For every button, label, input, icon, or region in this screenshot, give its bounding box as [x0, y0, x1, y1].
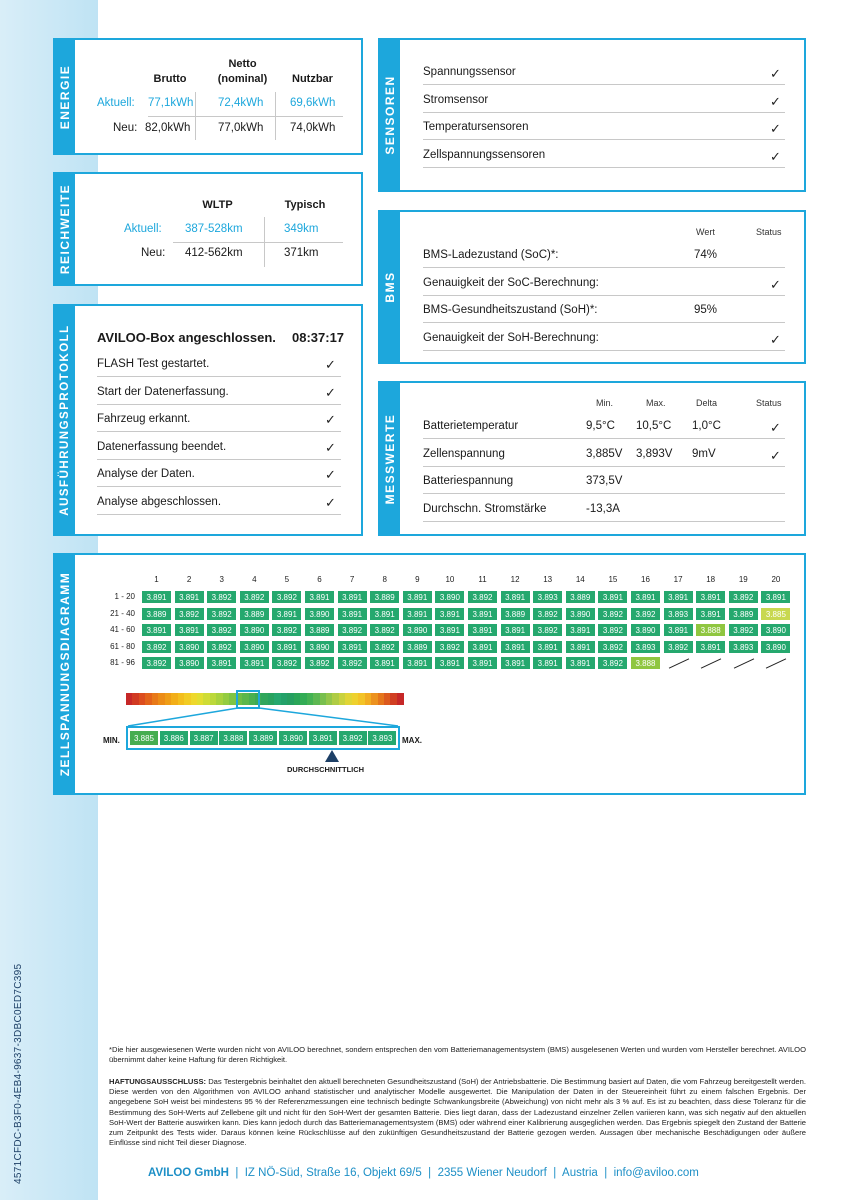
cell-voltage: 3.891 [369, 607, 400, 621]
column-label: 11 [478, 575, 487, 584]
protokoll-panel [53, 304, 363, 536]
cell-voltage: 3.891 [141, 590, 172, 604]
mess-row-delta: 9mV [692, 447, 716, 460]
cell-voltage: 3.891 [695, 607, 726, 621]
divider [264, 217, 265, 267]
cell-voltage: 3.891 [467, 623, 498, 637]
cell-voltage: 3.892 [206, 590, 237, 604]
disclaimer [109, 1077, 806, 1148]
protokoll-item: Analyse abgeschlossen. [97, 495, 222, 508]
protokoll-item: Analyse der Daten. [97, 468, 195, 480]
bms-col-wert: Wert [696, 227, 715, 237]
zellspannung-tab: ZELLSPANNUNGSDIAGRAMM [55, 555, 75, 793]
scale-cell: 3.890 [278, 730, 308, 746]
cell-voltage: 3.892 [337, 623, 368, 637]
column-label: 9 [415, 575, 420, 584]
cell-voltage: 3.892 [304, 656, 335, 670]
cell-voltage: 3.892 [369, 623, 400, 637]
bms-col-status: Status [756, 227, 782, 237]
cell-voltage: 3.889 [239, 607, 270, 621]
mess-col-max: Max. [646, 398, 666, 408]
protokoll-item: FLASH Test gestartet. [97, 358, 210, 370]
row-label: 41 - 60 [110, 625, 135, 634]
sensoren-tab: SENSOREN [380, 40, 400, 190]
bms-tab: BMS [380, 212, 400, 362]
cell-voltage: 3.891 [597, 590, 628, 604]
protokoll-item: Start der Datenerfassung. [97, 385, 229, 398]
column-label: 14 [575, 575, 585, 584]
divider [97, 514, 341, 515]
check-icon: ✓ [325, 384, 336, 400]
cell-voltage: 3.891 [565, 640, 596, 654]
energie-neu-label: Neu: [113, 122, 138, 134]
cell-voltage: 3.891 [532, 640, 563, 654]
mess-row-label: Zellenspannung [423, 447, 505, 460]
reichweite-aktuell-wltp: 387-528km [185, 223, 243, 235]
disclaimer-text: Das Testergebnis beinhaltet den aktuell berechneten Gesundheitszustand (SoH) der Antriebsbatterie. Die Bestimmung basiert auf Daten, die vom Fahrzeug bereitgestellt werden. Diese werden von den Algorithmen von AVILOO anhand statistischer und analytischer Modelle ausgewertet. Die Manipulation der Daten in der Steuereinheit führt zu einem falschen Ergebnis. Der angegebene SoH weist bei mindestens 95 % der Referenzmessungen eine technisch bedingte Schwankungsbreite (Abweichung) von nicht mehr als 3 % auf. Es ist zu beachten, dass diese Toleranz für die Bestimmung des SoH-Werts auf Zellebene gilt und nicht für den SoH-Wert der gesamten Batterie. Dies liegt daran, dass der Ladezustand einzelner Zellen variieren kann, was sich negativ auf den aktuellen SoH-Wert der Batterie auswirken kann. Dies kann jedoch durch das Batteriemanagementsystem (BMS) oder während einer Kalibrierung ausgeglichen werden. Das Ergebnis spiegelt den Zustand der Batterie zum Zeitpunkt des Tests wider. Daraus können keine Rückschlüsse auf den zukünftigen Gesundheitszustand der Batterie gezogen werden. Aussagen über mechanische Beschädigungen oder äußere Einflüsse sind nicht Teil dieser Diagnose. [109, 1077, 806, 1148]
cell-voltage: 3.892 [369, 640, 400, 654]
check-icon: ✓ [770, 93, 781, 109]
cell-voltage: 3.892 [337, 656, 368, 670]
bms-row-label: Genauigkeit der SoC-Berechnung: [423, 276, 599, 289]
cell-voltage: 3.890 [304, 607, 335, 621]
cell-voltage: 3.891 [532, 656, 563, 670]
cell-voltage: 3.891 [337, 607, 368, 621]
cell-voltage: 3.891 [271, 640, 302, 654]
divider [423, 167, 785, 168]
col-wltp: WLTP [202, 199, 233, 211]
cell-voltage: 3.891 [695, 590, 726, 604]
mess-col-min: Min. [596, 398, 614, 408]
energie-aktuell-netto: 72,4kWh [218, 97, 264, 109]
cell-voltage: 3.889 [304, 623, 335, 637]
column-label: 18 [706, 575, 716, 584]
sensoren-panel [378, 38, 806, 192]
check-icon: ✓ [325, 357, 336, 372]
scale-cell: 3.891 [308, 730, 338, 746]
energie-tab: ENERGIE [55, 40, 75, 153]
cell-voltage: 3.891 [467, 607, 498, 621]
reichweite-tab: REICHWEITE [55, 174, 75, 284]
scale-cell: 3.893 [367, 730, 397, 746]
cell-voltage: 3.891 [500, 640, 531, 654]
document-id: 4571CFDC-B3F0-4EB4-9637-3DBC0ED7C395 [13, 963, 24, 1184]
bms-row-value: 95% [694, 304, 718, 316]
cell-voltage: 3.892 [597, 623, 628, 637]
col-brutto: Brutto [153, 73, 187, 85]
divider [423, 112, 785, 113]
divider [423, 493, 785, 494]
cell-voltage: 3.892 [271, 590, 302, 604]
disclaimer-title: HAFTUNGSAUSSCHLUSS: [109, 1077, 207, 1086]
cell-voltage: 3.891 [434, 607, 465, 621]
cell-voltage: 3.892 [597, 656, 628, 670]
sep: | [604, 1167, 608, 1179]
cell-voltage: 3.892 [728, 623, 759, 637]
contact-city: 2355 Wiener Neudorf [437, 1167, 547, 1179]
cell-voltage: 3.890 [174, 640, 205, 654]
sep: | [428, 1167, 432, 1179]
cell-voltage: 3.890 [760, 640, 791, 654]
cell-voltage: 3.891 [500, 590, 531, 604]
cell-voltage: 3.891 [402, 607, 433, 621]
divider [97, 376, 341, 377]
mess-row-delta: 1,0°C [692, 420, 721, 432]
contact-address: IZ NÖ-Süd, Straße 16, Objekt 69/5 [244, 1167, 422, 1179]
check-icon: ✓ [770, 331, 781, 347]
cell-voltage: 3.892 [597, 640, 628, 654]
bms-row-value: 74% [694, 249, 718, 261]
cell-voltage: 3.891 [206, 656, 237, 670]
scale-max-label: MAX. [402, 736, 422, 745]
divider [423, 139, 785, 140]
divider [423, 322, 785, 323]
sep: | [235, 1167, 239, 1179]
cell-voltage: 3.891 [337, 640, 368, 654]
check-icon: ✓ [770, 148, 781, 164]
zellspannung-panel [53, 553, 806, 795]
check-icon: ✓ [770, 66, 781, 81]
energie-aktuell-label: Aktuell: [97, 97, 135, 109]
mess-row-label: Batterietemperatur [423, 420, 519, 432]
column-label: 16 [641, 575, 650, 584]
cell-voltage: 3.892 [174, 607, 205, 621]
sensor-item: Temperatursensoren [423, 121, 529, 133]
contact-line [148, 1167, 699, 1179]
check-icon: ✓ [325, 439, 336, 455]
energie-neu-nutzbar: 74,0kWh [290, 122, 336, 134]
divider [97, 486, 341, 487]
divider [173, 242, 343, 243]
cell-voltage: 3.892 [434, 640, 465, 654]
divider [423, 521, 785, 522]
bms-panel [378, 210, 806, 364]
divider [97, 431, 341, 432]
bms-row-label: Genauigkeit der SoH-Berechnung: [423, 331, 599, 344]
column-label: 10 [445, 575, 455, 584]
divider [423, 84, 785, 85]
mess-col-status: Status [756, 398, 782, 408]
check-icon: ✓ [770, 420, 781, 435]
check-icon: ✓ [770, 276, 781, 292]
cell-voltage: 3.891 [467, 656, 498, 670]
cell-voltage: 3.892 [532, 607, 563, 621]
footnote: *Die hier ausgewiesenen Werte wurden nicht von AVILOO berechnet, sondern entsprechen den vom Batteriemanagementsystem (BMS) ausgelesenen Werten und wurden vom Hersteller berechnet. AVILOO übernimmt daher keine Haftung für deren Richtigkeit. [109, 1045, 806, 1065]
row-label: 81 - 96 [110, 658, 135, 667]
cell-voltage: 3.891 [304, 590, 335, 604]
cell-voltage: 3.891 [174, 590, 205, 604]
scale-cell: 3.885 [129, 730, 159, 746]
messwerte-tab: MESSWERTE [380, 383, 400, 534]
protokoll-time: 08:37:17 [292, 330, 345, 345]
mess-row-min: 3,885V [586, 447, 623, 460]
average-label: DURCHSCHNITTLICH [287, 765, 365, 774]
cell-voltage: 3.888 [695, 623, 726, 637]
reichweite-neu-wltp: 412-562km [185, 247, 243, 259]
reichweite-aktuell-typisch: 349km [284, 223, 319, 235]
column-label: 13 [543, 575, 553, 584]
cell-voltage: 3.889 [141, 607, 172, 621]
check-icon: ✓ [325, 412, 336, 427]
col-nutzbar: Nutzbar [292, 73, 333, 85]
scale-cell: 3.888 [218, 730, 248, 746]
col-netto-sub: (nominal) [217, 73, 268, 85]
cell-voltage: 3.891 [434, 623, 465, 637]
cell-voltage: 3.891 [434, 656, 465, 670]
contact-email[interactable]: info@aviloo.com [613, 1167, 699, 1179]
divider [423, 267, 785, 268]
sensor-item: Zellspannungssensoren [423, 148, 546, 161]
cell-voltage: 3.892 [467, 590, 498, 604]
cell-voltage: 3.890 [630, 623, 661, 637]
scale-min-label: MIN. [103, 736, 120, 745]
cell-voltage: 3.892 [532, 623, 563, 637]
protokoll-tab: AUSFÜHRUNGSPROTOKOLL [55, 306, 75, 534]
column-label: 6 [317, 575, 322, 584]
divider [423, 350, 785, 351]
average-marker-icon [325, 750, 339, 762]
cell-voltage: 3.891 [565, 656, 596, 670]
cell-voltage: 3.890 [434, 590, 465, 604]
cell-voltage: 3.892 [271, 656, 302, 670]
reichweite-panel [53, 172, 363, 286]
energie-neu-netto: 77,0kWh [218, 122, 264, 134]
mess-row-min: -13,3A [586, 502, 620, 515]
cell-voltage: 3.892 [271, 623, 302, 637]
cell-voltage: 3.891 [174, 623, 205, 637]
mess-row-max: 10,5°C [636, 420, 672, 432]
mess-row-label: Batteriespannung [423, 475, 514, 487]
divider [97, 404, 341, 405]
column-label: 4 [252, 575, 257, 584]
cell-voltage: 3.892 [728, 590, 759, 604]
cell-voltage: 3.893 [630, 640, 661, 654]
cell-voltage: 3.890 [760, 623, 791, 637]
divider [275, 92, 276, 140]
cell-voltage: 3.891 [467, 640, 498, 654]
messwerte-panel [378, 381, 806, 536]
energie-panel [53, 38, 363, 155]
divider [423, 438, 785, 439]
cell-voltage: 3.891 [663, 623, 694, 637]
mess-row-max: 3,893V [636, 447, 673, 460]
cell-voltage: 3.892 [597, 607, 628, 621]
divider [195, 92, 196, 140]
protokoll-title: AVILOO-Box angeschlossen. [97, 330, 276, 345]
col-netto: Netto [228, 58, 257, 70]
column-label: 20 [771, 575, 781, 584]
cell-voltage: 3.893 [663, 607, 694, 621]
row-label: 21 - 40 [110, 608, 135, 618]
row-label: 1 - 20 [114, 592, 135, 601]
column-label: 5 [284, 575, 290, 584]
cell-voltage: 3.891 [663, 590, 694, 604]
divider [148, 116, 343, 117]
contact-company: AVILOO GmbH [148, 1167, 229, 1179]
cell-voltage: 3.891 [500, 656, 531, 670]
scale-cell: 3.889 [248, 730, 278, 746]
column-label: 15 [608, 575, 618, 584]
scale-cell: 3.892 [338, 730, 368, 746]
divider [423, 295, 785, 296]
sensor-item: Stromsensor [423, 93, 489, 106]
check-icon: ✓ [325, 467, 336, 482]
divider [423, 466, 785, 467]
cell-voltage: 3.891 [402, 656, 433, 670]
cell-voltage: 3.891 [402, 590, 433, 604]
cell-voltage: 3.892 [239, 590, 270, 604]
cell-voltage: 3.893 [728, 640, 759, 654]
contact-country: Austria [562, 1167, 598, 1179]
cell-voltage: 3.891 [760, 590, 791, 604]
mess-col-delta: Delta [696, 398, 718, 408]
divider [97, 459, 341, 460]
cell-voltage: 3.889 [500, 607, 531, 621]
column-label: 7 [349, 575, 355, 584]
check-icon: ✓ [770, 447, 781, 463]
cell-voltage: 3.892 [630, 607, 661, 621]
cell-voltage: 3.891 [565, 623, 596, 637]
check-icon: ✓ [770, 121, 781, 136]
scale-zoom-lines [55, 555, 805, 795]
cell-voltage: 3.885 [760, 607, 791, 621]
cell-voltage: 3.891 [630, 590, 661, 604]
cell-voltage: 3.891 [369, 656, 400, 670]
cell-voltage: 3.889 [402, 640, 433, 654]
cell-voltage: 3.892 [206, 607, 237, 621]
cell-voltage: 3.890 [239, 623, 270, 637]
cell-voltage: 3.890 [304, 640, 335, 654]
energie-neu-brutto: 82,0kWh [145, 122, 191, 134]
cell-voltage: 3.891 [500, 623, 531, 637]
cell-voltage: 3.890 [174, 656, 205, 670]
column-label: 17 [673, 575, 683, 584]
mess-row-min: 9,5°C [586, 420, 615, 432]
mess-row-min: 373,5V [586, 475, 623, 487]
scale-cell: 3.887 [189, 730, 219, 746]
energie-aktuell-nutzbar: 69,6kWh [290, 97, 336, 109]
column-label: 19 [738, 575, 748, 584]
bms-row-label: BMS-Gesundheitszustand (SoH)*: [423, 304, 598, 316]
protokoll-item: Fahrzeug erkannt. [97, 413, 191, 425]
column-label: 1 [154, 575, 159, 584]
reichweite-neu-label: Neu: [141, 247, 166, 259]
cell-voltage: 3.890 [239, 640, 270, 654]
cell-voltage: 3.892 [141, 656, 172, 670]
cell-voltage: 3.891 [239, 656, 270, 670]
column-label: 8 [382, 575, 387, 584]
bms-row-label: BMS-Ladezustand (SoC)*: [423, 249, 559, 261]
column-label: 12 [510, 575, 520, 584]
reichweite-aktuell-label: Aktuell: [124, 223, 162, 235]
cell-voltage: 3.888 [630, 656, 661, 670]
cell-voltage: 3.891 [337, 590, 368, 604]
cell-voltage: 3.891 [271, 607, 302, 621]
row-label: 61 - 80 [110, 641, 135, 651]
cell-voltage: 3.892 [206, 640, 237, 654]
sensor-item: Spannungssensor [423, 66, 516, 78]
sep: | [553, 1167, 557, 1179]
mess-row-label: Durchschn. Stromstärke [423, 502, 547, 515]
cell-voltage: 3.892 [141, 640, 172, 654]
scale-cell: 3.886 [159, 730, 189, 746]
cell-voltage: 3.891 [695, 640, 726, 654]
cell-voltage: 3.892 [663, 640, 694, 654]
col-typisch: Typisch [284, 199, 326, 211]
cell-voltage: 3.890 [402, 623, 433, 637]
cell-voltage: 3.889 [565, 590, 596, 604]
energie-aktuell-brutto: 77,1kWh [148, 97, 194, 109]
cell-voltage: 3.889 [369, 590, 400, 604]
cell-voltage: 3.893 [532, 590, 563, 604]
reichweite-neu-typisch: 371km [284, 247, 319, 259]
cell-voltage: 3.891 [141, 623, 172, 637]
column-label: 2 [186, 575, 192, 584]
cell-voltage: 3.889 [728, 607, 759, 621]
column-label: 3 [219, 575, 224, 584]
check-icon: ✓ [325, 494, 336, 510]
protokoll-item: Datenerfassung beendet. [97, 440, 227, 453]
cell-voltage: 3.890 [565, 607, 596, 621]
cell-voltage: 3.892 [206, 623, 237, 637]
